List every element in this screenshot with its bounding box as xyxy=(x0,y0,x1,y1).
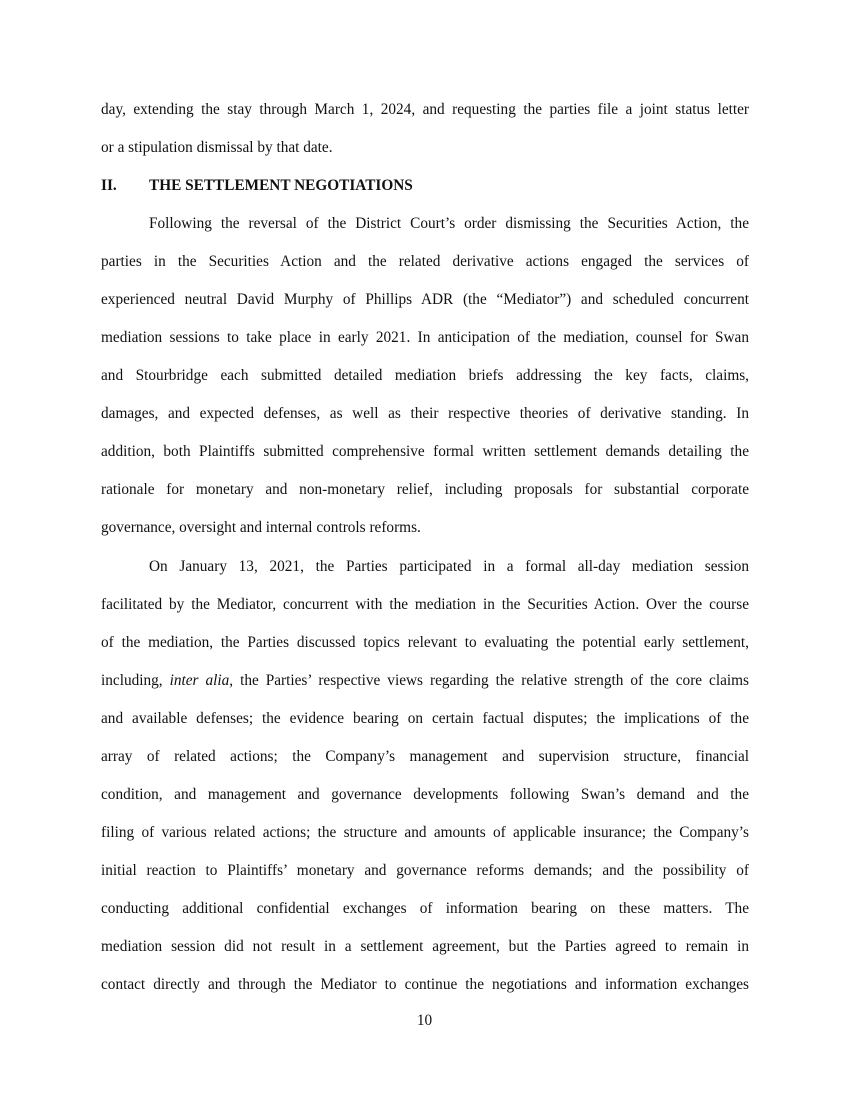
text-line: and available defenses; the evidence bearing on certain factual disputes; the implications of the xyxy=(101,710,749,727)
text-line: filing of various related actions; the structure and amounts of applicable insurance; the Company’s xyxy=(101,824,749,841)
text-line: facilitated by the Mediator, concurrent with the mediation in the Securities Action. Over the course xyxy=(101,596,749,613)
section-title: THE SETTLEMENT NEGOTIATIONS xyxy=(149,177,413,194)
text-line: Following the reversal of the District Court’s order dismissing the Securities Action, the xyxy=(149,215,749,232)
text-line: On January 13, 2021, the Parties participated in a formal all-day mediation session xyxy=(149,558,749,575)
page-number: 10 xyxy=(416,1012,433,1029)
italic-term: inter alia xyxy=(169,672,230,689)
section-number: II. xyxy=(101,177,117,194)
text-segment: including, xyxy=(101,672,170,689)
text-line: contact directly and through the Mediator to continue the negotiations and information exchanges xyxy=(101,976,749,993)
text-line: day, extending the stay through March 1, 2024, and requesting the parties file a joint status letter xyxy=(101,101,749,118)
text-line: governance, oversight and internal controls reforms. xyxy=(101,519,421,536)
text-line: addition, both Plaintiffs submitted comprehensive formal written settlement demands detailing the xyxy=(101,443,749,460)
text-line: parties in the Securities Action and the related derivative actions engaged the services of xyxy=(101,253,749,270)
text-line: mediation session did not result in a settlement agreement, but the Parties agreed to remain in xyxy=(101,938,749,955)
text-line: damages, and expected defenses, as well as their respective theories of derivative standing. In xyxy=(101,405,749,422)
text-line: mediation sessions to take place in early 2021. In anticipation of the mediation, counsel for Swan xyxy=(101,329,749,346)
text-line: array of related actions; the Company’s management and supervision structure, financial xyxy=(101,748,749,765)
text-line: initial reaction to Plaintiffs’ monetary and governance reforms demands; and the possibility of xyxy=(101,862,749,879)
text-line: experienced neutral David Murphy of Phillips ADR (the “Mediator”) and scheduled concurrent xyxy=(101,291,749,308)
text-line: and Stourbridge each submitted detailed mediation briefs addressing the key facts, claims, xyxy=(101,367,749,384)
text-line: of the mediation, the Parties discussed topics relevant to evaluating the potential early settlement, xyxy=(101,634,749,651)
text-line-with-italic xyxy=(101,671,749,691)
text-line: condition, and management and governance developments following Swan’s demand and the xyxy=(101,786,749,803)
text-segment: , the Parties’ respective views regarding the relative strength of the core claims xyxy=(229,672,749,689)
text-line: or a stipulation dismissal by that date. xyxy=(101,139,333,156)
text-line: conducting additional confidential exchanges of information bearing on these matters. The xyxy=(101,900,749,917)
text-line: rationale for monetary and non-monetary relief, including proposals for substantial corporate xyxy=(101,481,749,498)
